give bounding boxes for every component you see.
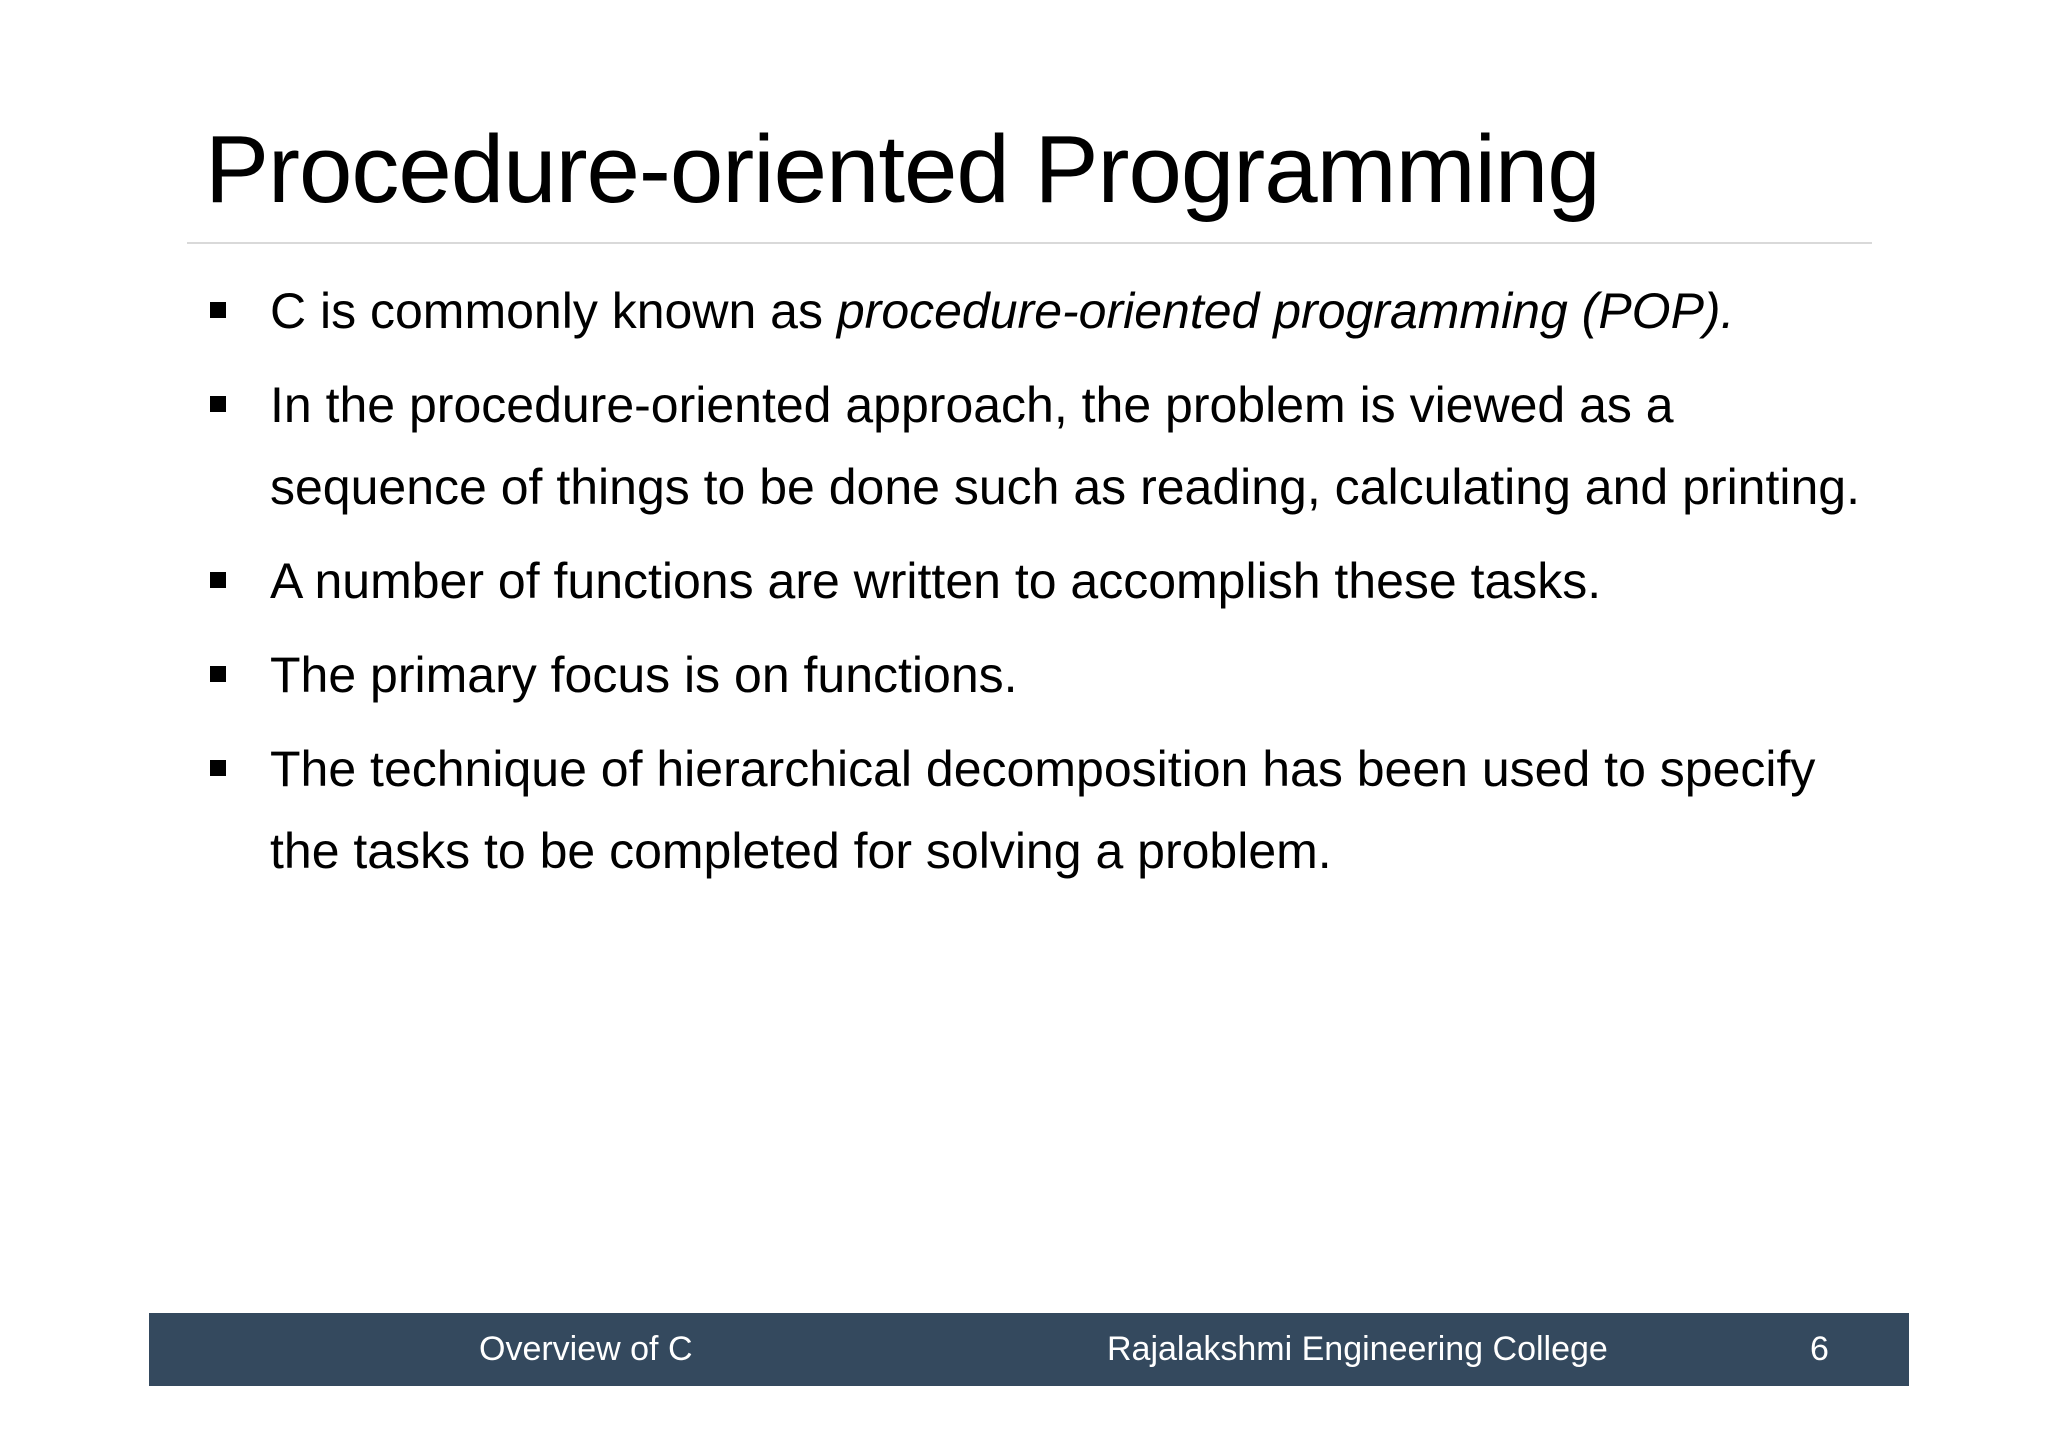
bullet-item xyxy=(205,270,1865,352)
bullet-item xyxy=(205,364,1865,528)
bullet-text: The technique of hierarchical decomposition has been used to specify the tasks to be completed for solving a problem. xyxy=(270,741,1816,879)
footer-topic: Overview of C xyxy=(479,1330,693,1368)
bullet-text-emphasis: procedure-oriented programming (POP). xyxy=(836,283,1735,339)
footer-institution: Rajalakshmi Engineering College xyxy=(1107,1330,1608,1368)
square-bullet-icon xyxy=(210,666,226,682)
title-divider xyxy=(187,242,1872,244)
bullet-item xyxy=(205,634,1865,716)
bullet-text-plain: C is commonly known as xyxy=(270,283,837,339)
square-bullet-icon xyxy=(210,302,226,318)
bullet-item xyxy=(205,540,1865,622)
bullet-list xyxy=(205,270,1865,904)
bullet-text: A number of functions are written to accomplish these tasks. xyxy=(270,553,1602,609)
bullet-item xyxy=(205,728,1865,892)
slide-title: Procedure-oriented Programming xyxy=(205,116,1600,223)
bullet-text: The primary focus is on functions. xyxy=(270,647,1018,703)
square-bullet-icon xyxy=(210,572,226,588)
bullet-text: In the procedure-oriented approach, the problem is viewed as a sequence of things to be done such as reading, calculating and printing. xyxy=(270,377,1860,515)
slide-footer xyxy=(149,1313,1909,1386)
square-bullet-icon xyxy=(210,396,226,412)
bullet-text xyxy=(270,283,1734,339)
footer-page-number: 6 xyxy=(1810,1330,1829,1368)
square-bullet-icon xyxy=(210,760,226,776)
